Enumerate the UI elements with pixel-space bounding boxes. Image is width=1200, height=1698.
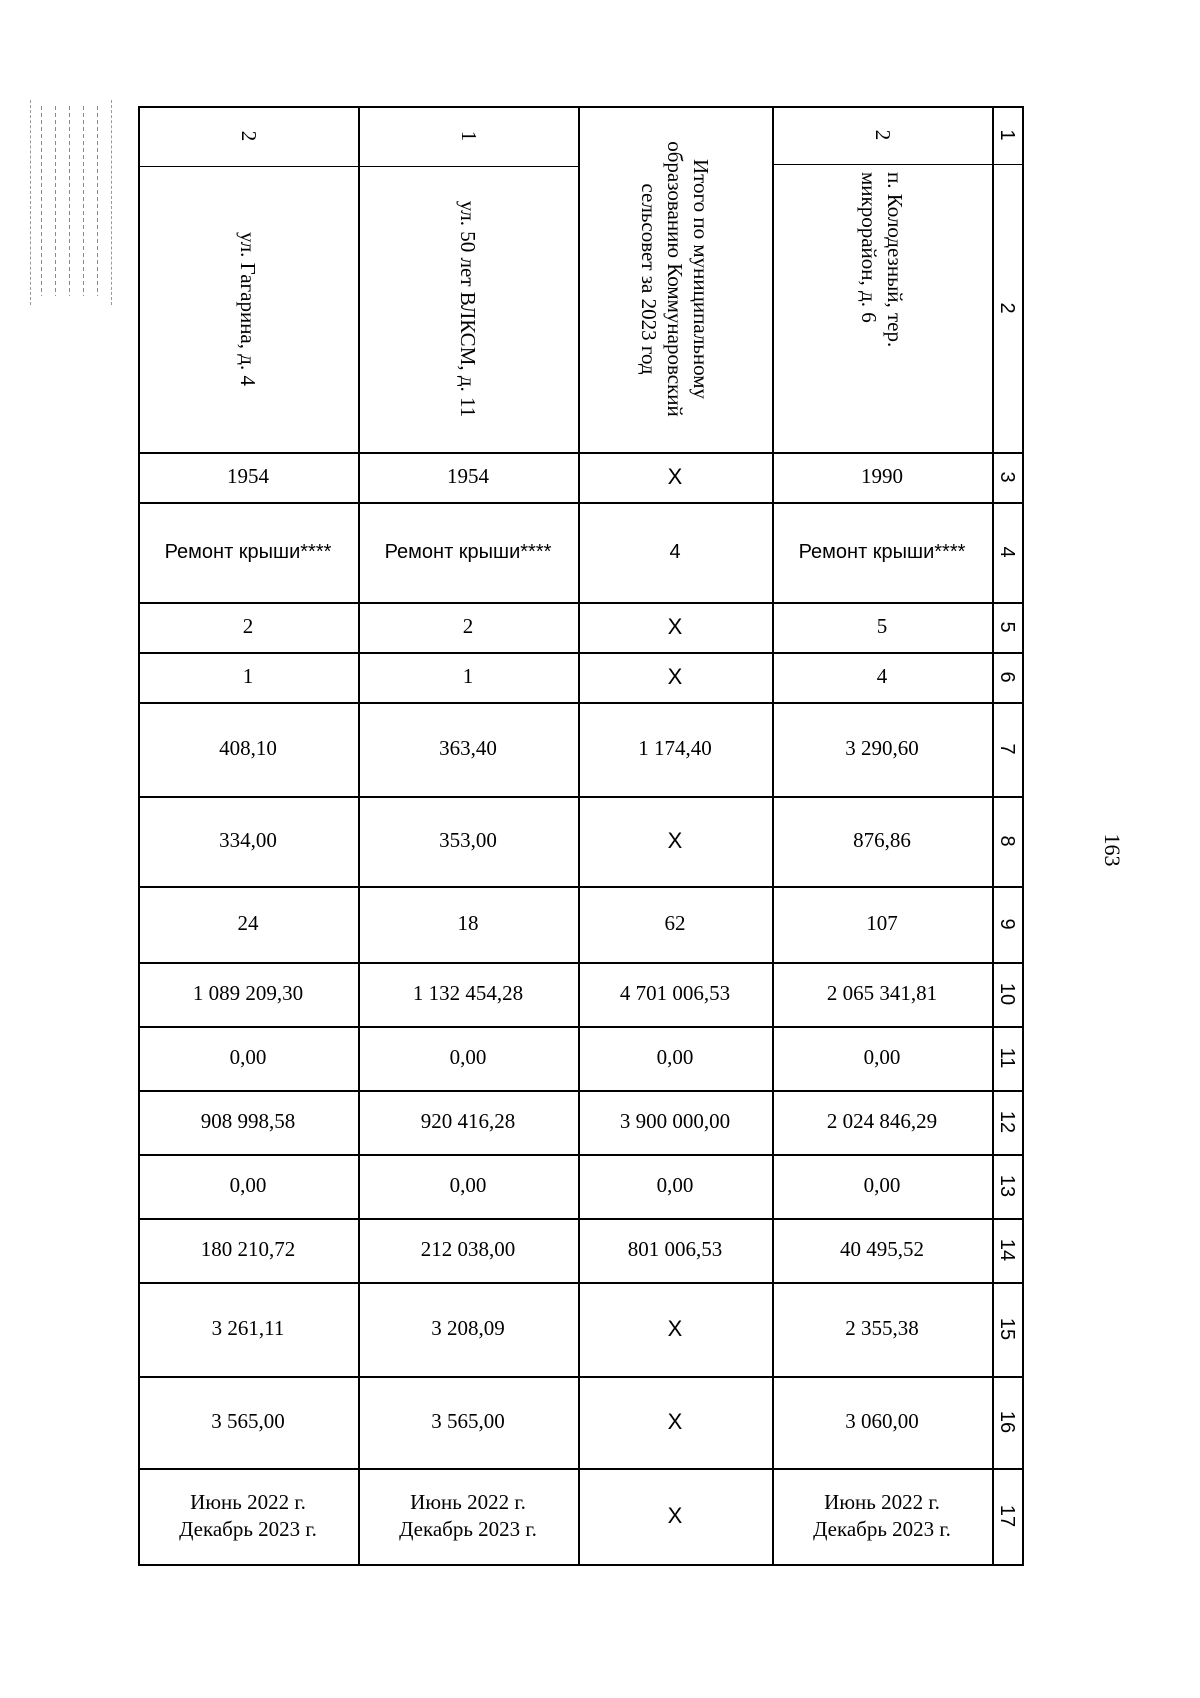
column-number: 3 — [996, 471, 1018, 483]
period-start: Июнь 2022 г. — [824, 1489, 940, 1514]
max-unit-cost-cell: 3 565,00 — [211, 1409, 285, 1434]
federal-funds-cell: 0,00 — [656, 1045, 694, 1070]
work-type-cell: 4 — [669, 541, 681, 563]
period-end: Декабрь 2023 г. — [813, 1517, 951, 1541]
entrances-cell: 1 — [462, 664, 474, 689]
period-end: Декабрь 2023 г. — [399, 1517, 537, 1541]
roof-area-cell: 353,00 — [439, 828, 497, 853]
column-number: 13 — [996, 1174, 1018, 1198]
residents-cell: 107 — [866, 911, 898, 936]
period-cell — [358, 1468, 578, 1564]
house-number: 2 — [870, 129, 895, 141]
floors-cell: 2 — [462, 614, 474, 639]
page-number: 163 — [1100, 833, 1125, 867]
unit-cost-cell: 3 261,11 — [211, 1316, 285, 1341]
year-cell: Х — [667, 463, 683, 489]
column-number: 2 — [996, 302, 1018, 314]
year-cell: 1990 — [861, 464, 903, 489]
roof-area-cell: 876,86 — [853, 828, 911, 853]
house-number: 1 — [456, 130, 481, 142]
max-unit-cost-cell: Х — [667, 1408, 683, 1434]
work-type-cell: Ремонт крыши**** — [798, 541, 966, 563]
municipal-funds-cell: 0,00 — [656, 1173, 694, 1198]
entrances-cell: 4 — [876, 664, 888, 689]
regional-funds-cell: 920 416,28 — [420, 1109, 516, 1134]
unit-cost-cell: Х — [667, 1315, 683, 1341]
column-number: 11 — [996, 1047, 1018, 1069]
municipal-funds-cell: 0,00 — [229, 1173, 267, 1198]
address-text: ул. Гагарина, д. 4 — [236, 232, 261, 386]
municipal-funds-cell: 0,00 — [863, 1173, 901, 1198]
owners-funds-cell: 180 210,72 — [200, 1237, 296, 1262]
year-cell: 1954 — [227, 464, 269, 489]
period-cell — [772, 1468, 992, 1564]
address-cell — [772, 164, 992, 452]
municipal-funds-cell: 0,00 — [449, 1173, 487, 1198]
period-start: Июнь 2022 г. — [190, 1489, 306, 1514]
column-number: 17 — [996, 1504, 1018, 1528]
owners-funds-cell: 40 495,52 — [840, 1237, 924, 1262]
period-cell: Х — [667, 1502, 683, 1528]
address-cell — [358, 166, 578, 452]
floors-cell: 2 — [242, 614, 254, 639]
area-cell: 3 290,60 — [845, 736, 919, 761]
register-table — [138, 106, 1024, 1566]
column-number: 6 — [996, 671, 1018, 683]
address-cell — [138, 166, 358, 452]
address-text: ул. 50 лет ВЛКСМ, д. 11 — [456, 200, 481, 418]
federal-funds-cell: 0,00 — [449, 1045, 487, 1070]
column-number: 9 — [996, 918, 1018, 930]
column-number: 7 — [996, 743, 1018, 755]
archive-stamp — [30, 100, 112, 305]
floors-cell: 5 — [876, 614, 888, 639]
total-label-cell — [578, 106, 772, 452]
floors-cell: Х — [667, 613, 683, 639]
residents-cell: 62 — [664, 911, 686, 936]
residents-cell: 18 — [457, 911, 479, 936]
area-cell: 363,40 — [439, 736, 497, 761]
regional-funds-cell: 2 024 846,29 — [826, 1109, 938, 1134]
column-number: 5 — [996, 621, 1018, 633]
column-number: 8 — [996, 835, 1018, 847]
max-unit-cost-cell: 3 060,00 — [845, 1409, 919, 1434]
work-type-cell: Ремонт крыши**** — [384, 541, 552, 563]
entrances-cell: 1 — [242, 664, 254, 689]
area-cell: 1 174,40 — [638, 736, 712, 761]
column-number: 4 — [996, 546, 1018, 558]
unit-cost-cell: 3 208,09 — [431, 1316, 505, 1341]
regional-funds-cell: 908 998,58 — [200, 1109, 296, 1134]
federal-funds-cell: 0,00 — [229, 1045, 267, 1070]
column-number: 1 — [996, 129, 1018, 141]
entrances-cell: Х — [667, 663, 683, 689]
total-cost-cell: 1 132 454,28 — [412, 981, 524, 1006]
roof-area-cell: Х — [667, 827, 683, 853]
address-text-line2: микрорайон, д. 6 — [857, 172, 881, 323]
total-cost-cell: 2 065 341,81 — [826, 981, 938, 1006]
roof-area-cell: 334,00 — [219, 828, 277, 853]
total-cost-cell: 4 701 006,53 — [619, 981, 731, 1006]
house-number: 2 — [236, 130, 261, 142]
unit-cost-cell: 2 355,38 — [845, 1316, 919, 1341]
owners-funds-cell: 801 006,53 — [627, 1237, 723, 1262]
total-cost-cell: 1 089 209,30 — [192, 981, 304, 1006]
column-number: 14 — [996, 1238, 1018, 1262]
column-number: 15 — [996, 1317, 1018, 1341]
column-number: 10 — [996, 982, 1018, 1006]
owners-funds-cell: 212 038,00 — [420, 1237, 516, 1262]
period-end: Декабрь 2023 г. — [179, 1517, 317, 1541]
regional-funds-cell: 3 900 000,00 — [619, 1109, 731, 1134]
year-cell: 1954 — [447, 464, 489, 489]
max-unit-cost-cell: 3 565,00 — [431, 1409, 505, 1434]
column-number: 12 — [996, 1110, 1018, 1134]
column-number: 16 — [996, 1410, 1018, 1434]
federal-funds-cell: 0,00 — [863, 1045, 901, 1070]
area-cell: 408,10 — [219, 736, 277, 761]
address-text-line1: п. Колодезный, тер. — [883, 172, 908, 348]
period-start: Июнь 2022 г. — [410, 1489, 526, 1514]
residents-cell: 24 — [237, 911, 259, 936]
period-cell — [138, 1468, 358, 1564]
total-label: Итого по муниципальному образованию Коммунаровский сельсовет за 2023 год — [636, 141, 714, 417]
work-type-cell: Ремонт крыши**** — [164, 541, 332, 563]
